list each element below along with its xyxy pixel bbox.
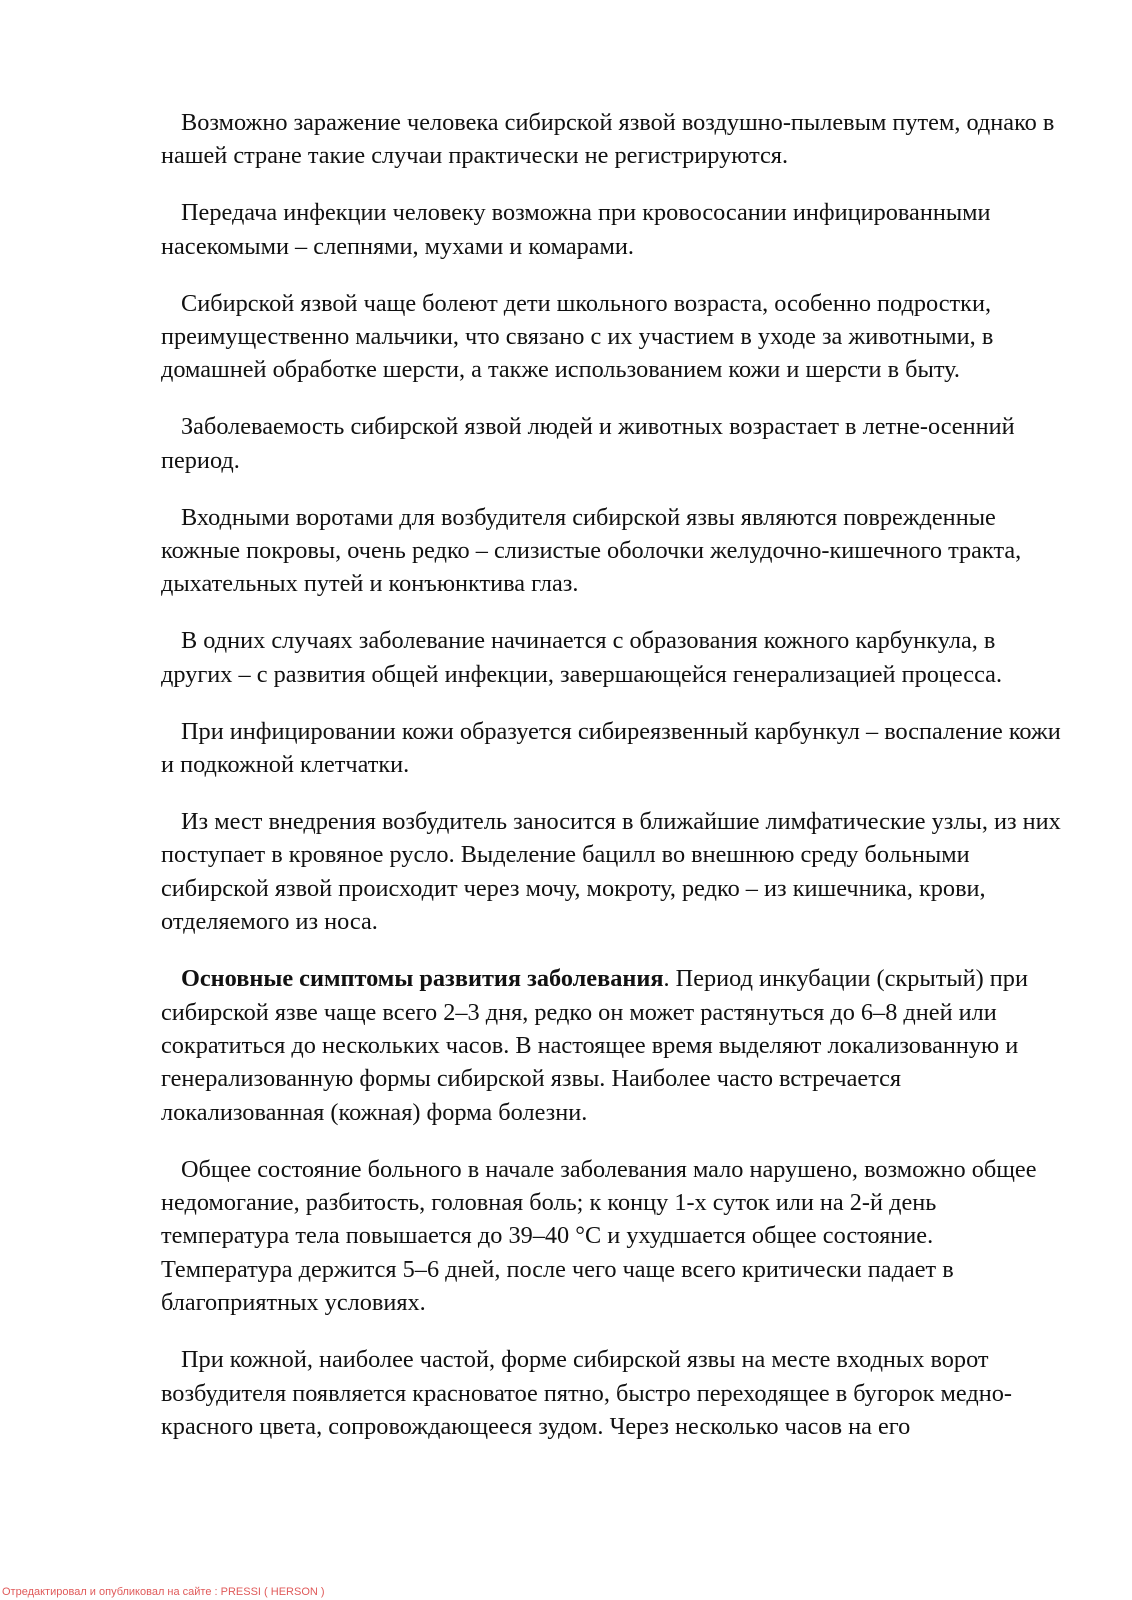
paragraph-spread: Из мест внедрения возбудитель заносится в ближайшие лимфатические узлы, из них поступает в кровяное русло. Выделение бацилл во внешнюю среду больными сибирской язвой происходит через мочу, мокроту, редко – из кишечника, крови, отделяемого из носа. <box>161 808 1061 936</box>
paragraph-airborne: Возможно заражение человека сибирской язвой воздушно-пылевым путем, однако в нашей стране такие случаи практически не регистрируются. <box>161 109 1055 170</box>
paragraph-condition: Общее состояние больного в начале заболевания мало нарушено, возможно общее недомогание, разбитость, головная боль; к концу 1-х суток или на 2-й день температура тела повышается до 39–40 °C и ухудшается общее состояние. Температура держится 5–6 дней, после чего чаще всего критически падает в благоприятных условиях. <box>161 1155 1037 1317</box>
paragraph-seasonality: Заболеваемость сибирской язвой людей и животных возрастает в летне-осенний период. <box>161 413 1015 474</box>
paragraph-skin-form: При кожной, наиболее частой, форме сибирской язвы на месте входных ворот возбудителя появляется красноватое пятно, быстро переходящее в бугорок медно-красного цвета, сопровождающееся зудом. Через несколько часов на его <box>161 1346 1012 1440</box>
paragraph-children: Сибирской язвой чаще болеют дети школьного возраста, особенно подростки, преимущественно мальчики, что связано с их участием в уходе за животными, в домашней обработке шерсти, а также использованием кожи и шерсти в быту. <box>161 289 994 384</box>
paragraph-insects: Передача инфекции человеку возможна при кровососании инфицированными насекомыми – слепнями, мухами и комарами. <box>161 199 991 260</box>
document-body <box>161 106 1061 1467</box>
symptoms-text: . Период инкубации (скрытый) при сибирской язве чаще всего 2–3 дня, редко он может растянуться до 6–8 дней или сократиться до нескольких часов. В настоящее время выделяют локализованную и генерализованную формы сибирской язвы. Наиболее часто встречается локализованная (кожная) форма болезни. <box>161 965 1028 1126</box>
footer-publisher-note: Отредактировал и опубликовал на сайте : PRESSI ( HERSON ) <box>2 1586 325 1598</box>
paragraph-carbuncle: При инфицировании кожи образуется сибиреязвенный карбункул – воспаление кожи и подкожной клетчатки. <box>161 717 1061 779</box>
symptoms-heading: Основные симптомы развития заболевания <box>181 965 664 993</box>
paragraph-entry-gates: Входными воротами для возбудителя сибирской язвы являются поврежденные кожные покровы, очень редко – слизистые оболочки желудочно-кишечного тракта, дыхательных путей и конъюнктива глаз. <box>161 503 1022 598</box>
paragraph-symptoms <box>161 962 1061 1129</box>
paragraph-onset: В одних случаях заболевание начинается с образования кожного карбункула, в других – с развития общей инфекции, завершающейся генерализацией процесса. <box>161 627 1003 688</box>
